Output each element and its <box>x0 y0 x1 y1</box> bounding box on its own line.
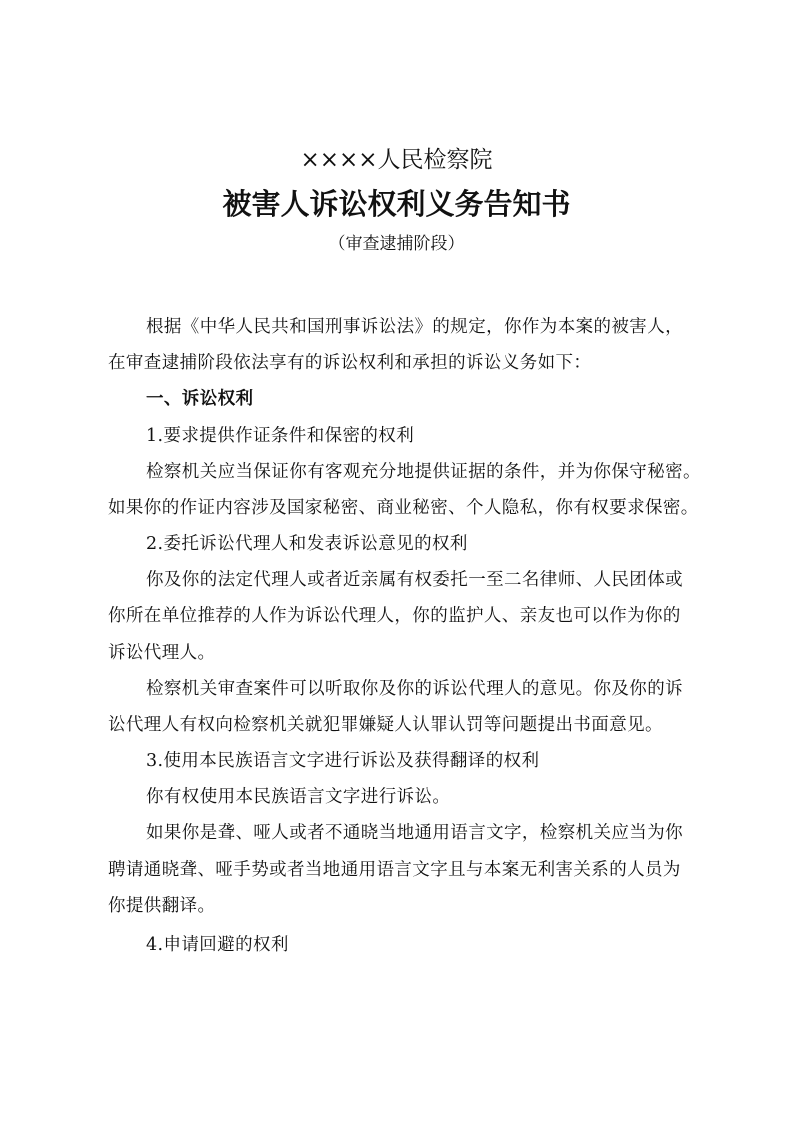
subsection-heading: 4.申请回避的权利 <box>146 935 289 955</box>
paragraph-line: 检察机关审查案件可以听取你及你的诉讼代理人的意见。你及你的诉 <box>146 679 683 699</box>
paragraph-line: 检察机关应当保证你有客观充分地提供证据的条件，并为你保守秘密。 <box>146 462 701 482</box>
paragraph-line: 讼代理人有权向检察机关就犯罪嫌疑人认罪认罚等问题提出书面意见。 <box>108 715 663 735</box>
paragraph-line: 如果你的作证内容涉及国家秘密、商业秘密、个人隐私，你有权要求保密。 <box>108 498 699 518</box>
subsection-heading: 3.使用本民族语言文字进行诉讼及获得翻译的权利 <box>146 751 540 771</box>
paragraph-line: 聘请通晓聋、哑手势或者当地通用语言文字且与本案无利害关系的人员为 <box>108 860 681 880</box>
document-stage: （审查逮捕阶段） <box>328 234 465 254</box>
paragraph-line: 如果你是聋、哑人或者不通晓当地通用语言文字，检察机关应当为你 <box>146 823 683 843</box>
paragraph-line: 诉讼代理人。 <box>108 643 216 663</box>
paragraph-line: 你有权使用本民族语言文字进行诉讼。 <box>146 787 451 807</box>
paragraph-line: 你及你的法定代理人或者近亲属有权委托一至二名律师、人民团体或 <box>146 570 683 590</box>
paragraph-line: 根据《中华人民共和国刑事诉讼法》的规定，你作为本案的被害人， <box>146 317 683 337</box>
subsection-heading: 2.委托诉讼代理人和发表诉讼意见的权利 <box>146 534 468 554</box>
paragraph-line: 你所在单位推荐的人作为诉讼代理人，你的监护人、亲友也可以作为你的 <box>108 606 681 626</box>
subsection-heading: 1.要求提供作证条件和保密的权利 <box>146 426 415 446</box>
procuratorate-name: ××××人民检察院 <box>300 147 493 173</box>
document-title: 被害人诉讼权利义务告知书 <box>222 187 571 221</box>
paragraph-line: 你提供翻译。 <box>108 896 216 916</box>
paragraph-line: 在审查逮捕阶段依法享有的诉讼权利和承担的诉讼义务如下： <box>108 353 592 373</box>
section-heading: 一、诉讼权利 <box>146 389 254 409</box>
